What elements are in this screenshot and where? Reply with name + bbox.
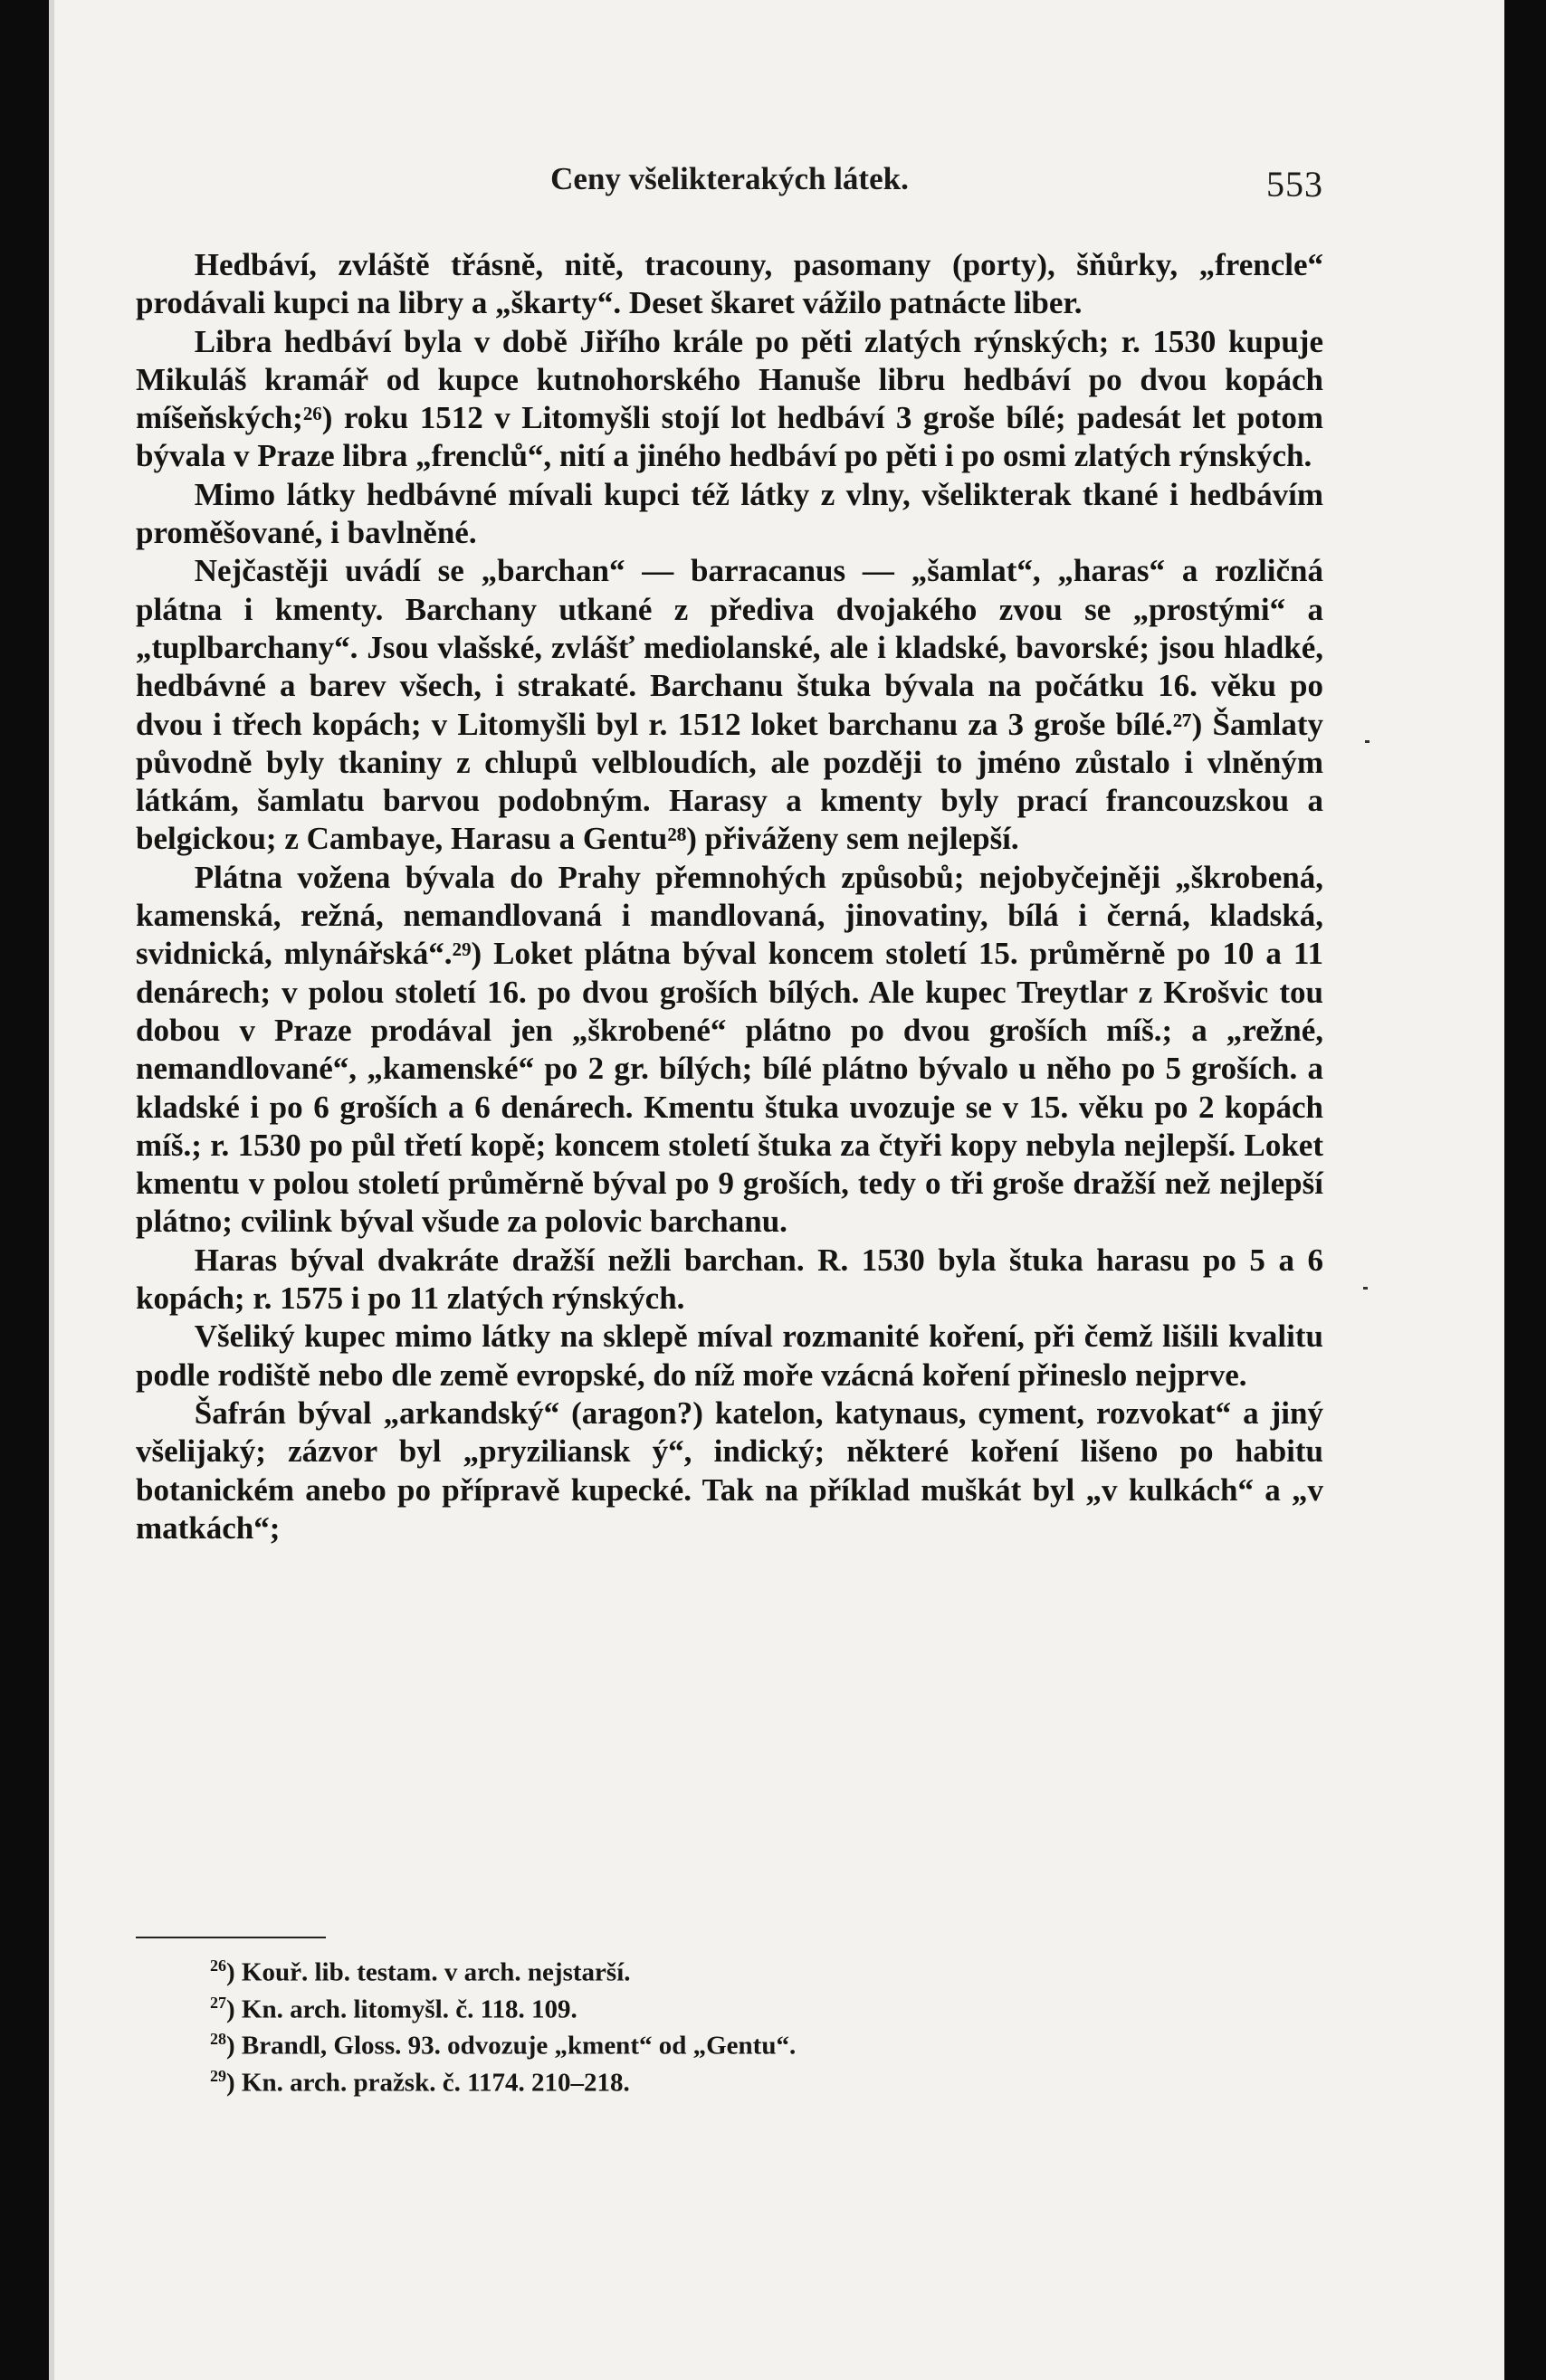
footnote-mark: 29 <box>210 2066 226 2085</box>
footnote-mark: 26 <box>210 1956 226 1975</box>
footnote-mark: 27 <box>210 1993 226 2012</box>
footnote <box>210 1988 1115 2025</box>
paragraph: Hedbáví, zvláště třásně, nitě, tracouny, pasomany (porty), šňůrky, „frencle“ prodávali kupci na libry a „škarty“. Deset škaret vážilo patnácte liber. <box>136 247 1323 321</box>
body-text <box>136 246 1323 1547</box>
paragraph: Plátna vožena bývala do Prahy přemnohých způsobů; nejobyčejněji „škrobená, kamenská, režná, nemandlovaná i mandlovaná, jinovatiny, bílá i černá, kladská, svidnická, mlynářská“.²⁹) Loket plátna býval koncem století 15. průměrně po 10 a 11 denárech; v polou století 16. po dvou groších bílých. Ale kupec Treytlar z Krošvic tou dobou v Praze prodával jen „škrobené“ plátno po dvou groších míš.; a „režné, nemandlované“, „kamenské“ po 2 gr. bílých; bílé plátno bývalo u něho po 5 groších. a kladské i po 6 groších a 6 denárech. Kmentu štuka uvozuje se v 15. věku po 2 kopách míš.; r. 1530 po půl třetí kopě; koncem století štuka za čtyři kopy nebyla nejlepší. Loket kmentu v polou století průměrně býval po 9 groších, tedy o tři groše dražší než nejlepší plátno; cvilink býval všude za polovic barchanu. <box>136 859 1323 1240</box>
paragraph: Libra hedbáví byla v době Jiřího krále po pěti zlatých rýnských; r. 1530 kupuje Mikuláš kramář od kupce kutnohorského Hanuše libru hedbáví po dvou kopách míšeňských;²⁶) roku 1512 v Litomyšli stojí lot hedbáví 3 groše bílé; padesát let potom bývala v Praze libra „frenclů“, nití a jiného hedbáví po pěti i po osmi zlatých rýnských. <box>136 323 1323 474</box>
footnote-mark: 28 <box>210 2030 226 2049</box>
paragraph: Nejčastěji uvádí se „barchan“ — barracanus — „šamlat“, „haras“ a rozličná plátna i kmenty. Barchany utkané z předivа dvojakého zvou se „prostými“ a „tuplbarchany“. Jsou vlašské, zvlášť mediolanské, ale i kladské, bavorské; jsou hladké, hedbávné a barev všech, i strakaté. Barchanu štuka bývala na počátku 16. věku po dvou i třech kopách; v Litomyšli byl r. 1512 loket barchanu za 3 groše bílé.²⁷) Šamlaty původně byly tkaniny z chlupů velbloudích, ale později to jméno zůstalo i vlněným látkám, šamlatu barvou podobným. Harasy a kmenty byly prací francouzskou a belgickou; z Cambaye, Harasu a Gentu²⁸) přiváženy sem nejlepší. <box>136 553 1323 857</box>
running-title: Ceny všelikterakých látek. <box>550 161 909 196</box>
margin-mark <box>1365 740 1369 743</box>
footnote <box>210 2061 1115 2099</box>
page-header <box>136 156 1323 210</box>
paragraph: Šafrán býval „arkandský“ (aragon?) katelon, katynaus, cyment, rozvokat“ a jiný všelijaký; zázvor byl „pryziliansk ý“, indický; některé koření lišeno po habitu botanickém anebo po přípravě kupecké. Tak na příklad muškát byl „v kulkách“ a „v matkách“; <box>136 1395 1323 1546</box>
footnote <box>210 1951 1115 1988</box>
footnote-text: ) Kn. arch. litomyšl. č. 118. 109. <box>226 1994 577 2024</box>
footnotes <box>210 1951 1115 2099</box>
page-edge <box>49 0 54 2380</box>
paragraph: Mimo látky hedbávné mívali kupci též látky z vlny, všelikterak tkané i hedbávím proměšované, i bavlněné. <box>136 476 1323 551</box>
footnote <box>210 2024 1115 2061</box>
page-number: 553 <box>1266 164 1323 205</box>
paragraph: Haras býval dvakráte dražší nežli barchan. R. 1530 byla štuka harasu po 5 a 6 kopách; r. 1575 i po 11 zlatých rýnských. <box>136 1242 1323 1317</box>
footnote-text: ) Kn. arch. pražsk. č. 1174. 210–218. <box>226 2068 630 2098</box>
footnote-text: ) Kouř. lib. testam. v arch. nejstarší. <box>226 1957 631 1987</box>
footnote-text: ) Brandl, Gloss. 93. odvozuje „kment“ od „Gentu“. <box>226 2031 797 2061</box>
margin-mark <box>1363 1287 1368 1290</box>
footnote-rule <box>136 1937 326 1938</box>
paragraph: Všeliký kupec mimo látky na sklepě míval rozmanité koření, při čemž lišili kvalitu podle rodiště nebo dle země evropské, do níž moře vzácná koření přineslo nejprve. <box>136 1319 1323 1393</box>
